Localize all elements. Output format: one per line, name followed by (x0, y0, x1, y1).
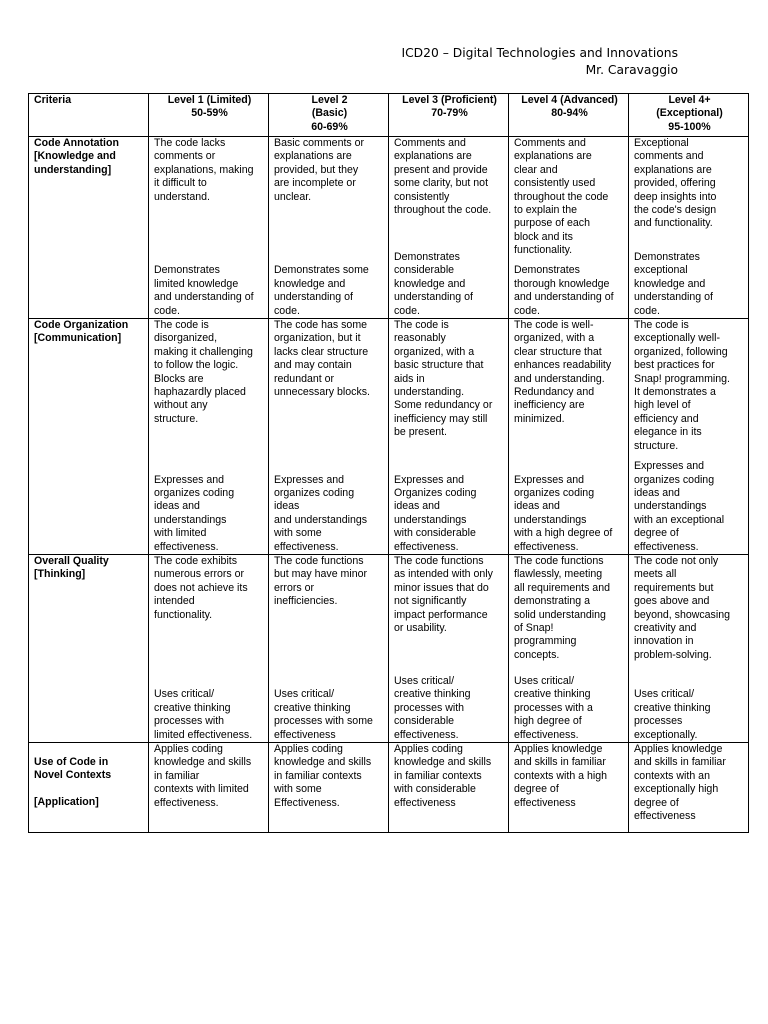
column-header-level-2: Level 2 (Basic) 60-69% (269, 94, 389, 137)
descriptor: Exceptional comments and explanations are provided, offering deep insights into the code's design and functionality. (634, 137, 717, 230)
achievement-statement: Uses critical/ creative thinking processes with considerable effectiveness. (394, 674, 471, 741)
level-1-cell (149, 319, 269, 555)
level-4-cell (509, 137, 629, 319)
level-4-cell (509, 319, 629, 555)
level-1-cell (149, 137, 269, 319)
criteria-cell: Overall Quality [Thinking] (29, 555, 149, 743)
level-1-cell (149, 555, 269, 743)
level-4-plus-cell (629, 319, 749, 555)
header-row (29, 94, 749, 137)
achievement-statement: Uses critical/ creative thinking processes exceptionally. (634, 688, 711, 741)
descriptor: The code functions flawlessly, meeting all requirements and demonstrating a solid understanding of Snap! programming concepts. (514, 555, 610, 661)
descriptor: Comments and explanations are present and provide some clarity, but not consistently throughout the code. (394, 137, 492, 217)
descriptor: The code is exceptionally well- organized, following best practices for Snap! programming. It demonstrates a high level of efficiency and elegance in its structure. (634, 319, 730, 452)
descriptor: Applies coding knowledge and skills in familiar contexts with some Effectiveness. (274, 743, 372, 809)
descriptor: Applies coding knowledge and skills in familiar contexts with limited effectiveness. (154, 743, 252, 809)
document-header (401, 45, 678, 79)
descriptor: The code is disorganized, making it challenging to follow the logic. Blocks are haphazardly placed without any structure. (154, 319, 253, 425)
level-2-cell (269, 555, 389, 743)
achievement-statement: Uses critical/ creative thinking processes with some effectiveness (274, 688, 373, 741)
level-2-cell (269, 743, 389, 833)
achievement-statement: Uses critical/ creative thinking processes with a high degree of effectiveness. (514, 674, 593, 741)
achievement-statement: Expresses and organizes coding ideas and understandings with a high degree of effectiveness. (514, 473, 613, 553)
descriptor: Basic comments or explanations are provided, but they are incomplete or unclear. (274, 137, 365, 203)
descriptor: The code not only meets all requirements but goes above and beyond, showcasing creativity and innovation in problem-solving. (634, 555, 730, 661)
column-header-level-3: Level 3 (Proficient) 70-79% (389, 94, 509, 137)
descriptor: The code is well- organized, with a clear structure that enhances readability and understanding. Redundancy and inefficiency are minimized. (514, 319, 612, 425)
descriptor: Applies coding knowledge and skills in familiar contexts with considerable effectiveness (394, 743, 492, 809)
descriptor: The code exhibits numerous errors or does not achieve its intended functionality. (154, 555, 248, 621)
achievement-statement: Demonstrates considerable knowledge and understanding of code. (394, 250, 473, 317)
level-4-plus-cell (629, 555, 749, 743)
descriptor: The code functions but may have minor errors or inefficiencies. (274, 555, 368, 608)
level-4-plus-cell (629, 137, 749, 319)
criteria-cell: Use of Code in Novel Contexts [Application] (29, 743, 149, 833)
descriptor: Comments and explanations are clear and consistently used throughout the code to explain the purpose of each block and its functionality. (514, 137, 609, 257)
teacher-name: Mr. Caravaggio (585, 63, 678, 77)
column-header-criteria: Criteria (29, 94, 149, 137)
descriptor: The code lacks comments or explanations, making it difficult to understand. (154, 137, 254, 203)
level-3-cell (389, 555, 509, 743)
descriptor: Applies knowledge and skills in familiar contexts with an exceptionally high degree of effectiveness (634, 743, 726, 823)
row-code-annotation (29, 137, 749, 319)
column-header-level-4: Level 4 (Advanced) 80-94% (509, 94, 629, 137)
descriptor: The code functions as intended with only minor issues that do not significantly impact performance or usability. (394, 555, 493, 635)
achievement-statement: Uses critical/ creative thinking processes with limited effectiveness. (154, 688, 253, 741)
achievement-statement: Demonstrates some knowledge and understanding of code. (274, 264, 369, 317)
row-use-of-code (29, 743, 749, 833)
achievement-statement: Demonstrates limited knowledge and understanding of code. (154, 264, 254, 317)
criteria-cell: Code Organization [Communication] (29, 319, 149, 555)
level-4-cell (509, 743, 629, 833)
level-3-cell (389, 319, 509, 555)
level-3-cell (389, 137, 509, 319)
column-header-level-1: Level 1 (Limited) 50-59% (149, 94, 269, 137)
column-header-level-4-plus: Level 4+ (Exceptional) 95-100% (629, 94, 749, 137)
row-overall-quality (29, 555, 749, 743)
criteria-cell: Code Annotation [Knowledge and understanding] (29, 137, 149, 319)
rubric-table (28, 93, 749, 833)
level-3-cell (389, 743, 509, 833)
descriptor: The code has some organization, but it lacks clear structure and may contain redundant or unnecessary blocks. (274, 319, 370, 399)
achievement-statement: Expresses and organizes coding ideas and understandings with an exceptional degree of effectiveness. (634, 460, 725, 553)
level-2-cell (269, 319, 389, 555)
level-4-plus-cell (629, 743, 749, 833)
achievement-statement: Expresses and organizes coding ideas and understandings with some effectiveness. (274, 473, 368, 553)
level-2-cell (269, 137, 389, 319)
row-code-organization (29, 319, 749, 555)
level-4-cell (509, 555, 629, 743)
level-1-cell (149, 743, 269, 833)
course-title: ICD20 – Digital Technologies and Innovations (401, 46, 678, 60)
descriptor: The code is reasonably organized, with a basic structure that aids in understanding. Some redundancy or inefficiency may still be present. (394, 319, 493, 439)
achievement-statement: Demonstrates thorough knowledge and understanding of code. (514, 264, 614, 317)
descriptor: Applies knowledge and skills in familiar contexts with a high degree of effectiveness (514, 743, 608, 809)
achievement-statement: Demonstrates exceptional knowledge and understanding of code. (634, 250, 713, 317)
achievement-statement: Expresses and organizes coding ideas and understandings with limited effectiveness. (154, 473, 235, 553)
achievement-statement: Expresses and Organizes coding ideas and understandings with considerable effectiveness. (394, 473, 477, 553)
